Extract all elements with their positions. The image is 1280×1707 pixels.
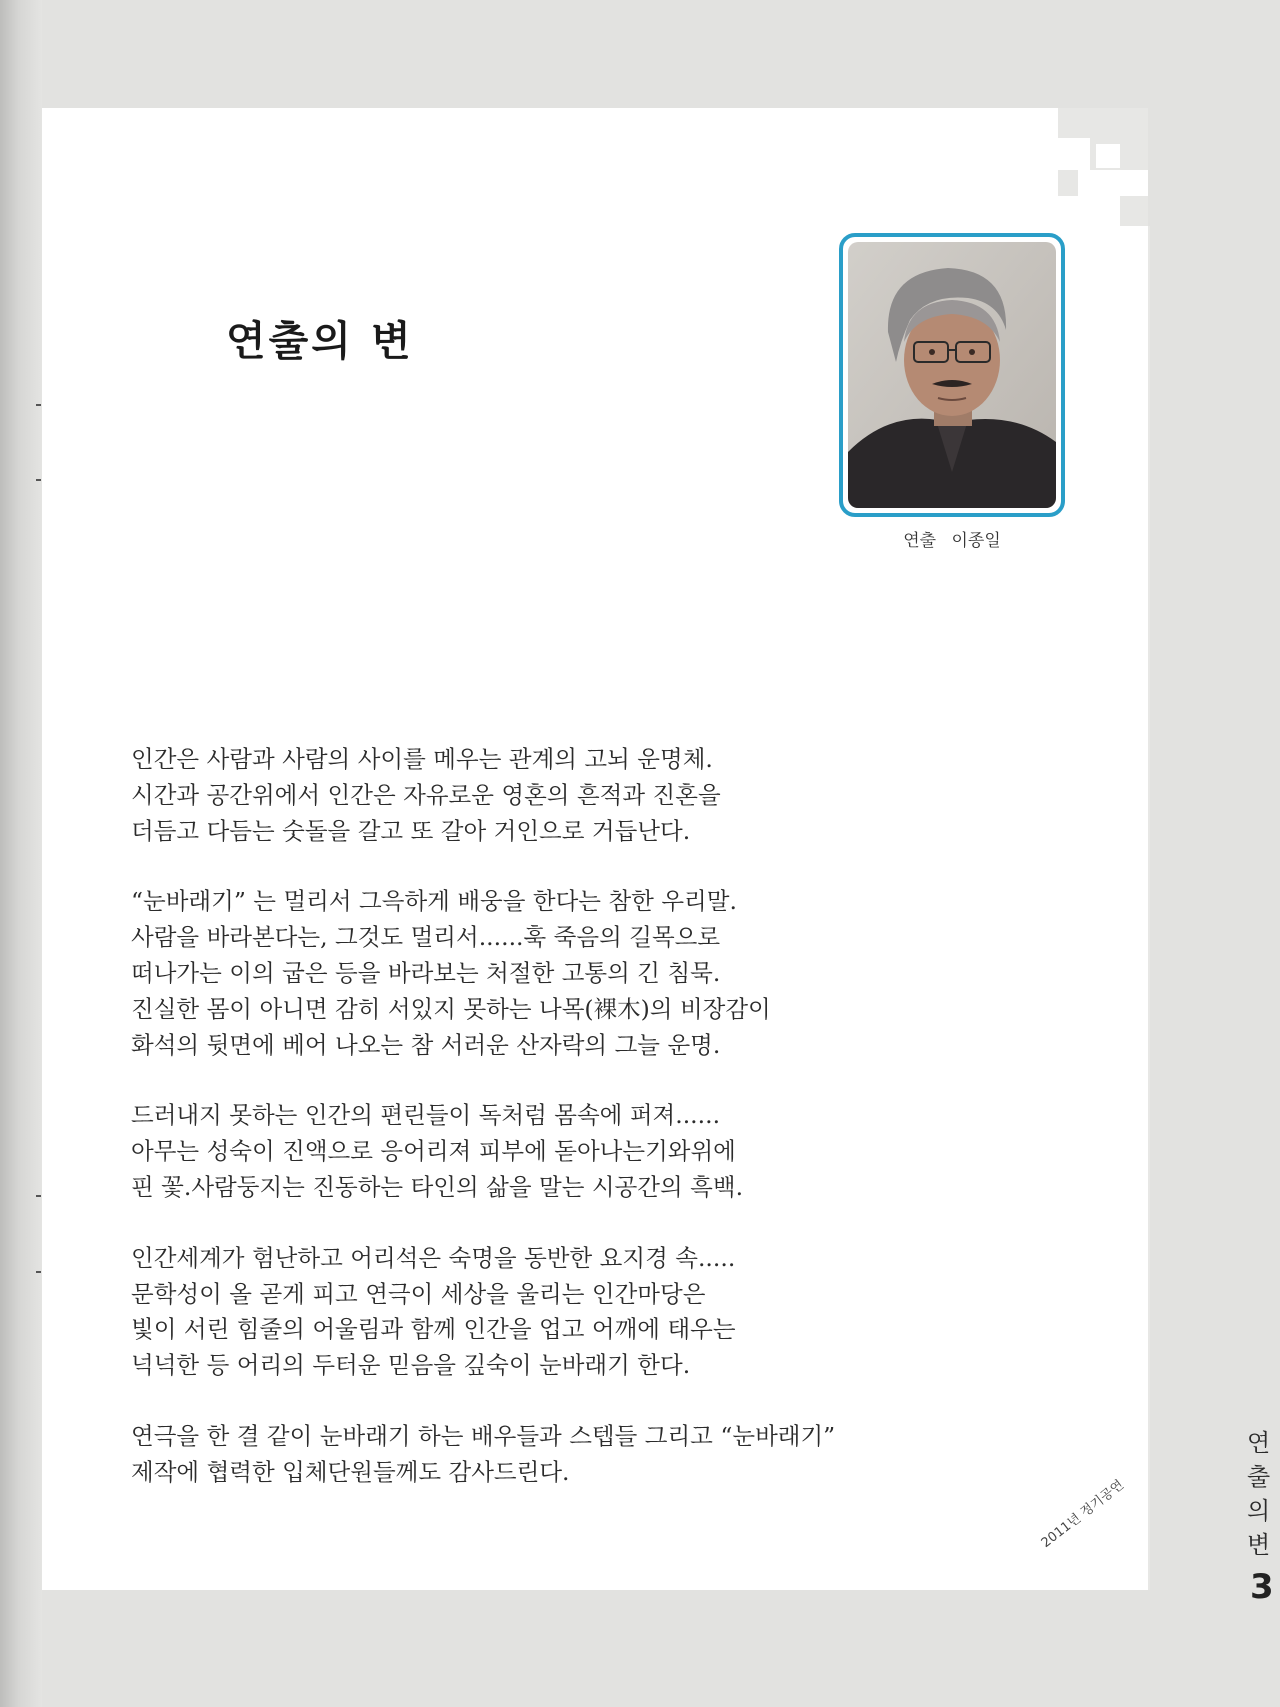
- text-line: 시간과 공간위에서 인간은 자유로운 영혼의 흔적과 진혼을: [131, 780, 721, 809]
- text-line: 문학성이 올 곧게 피고 연극이 세상을 울리는 인간마당은: [131, 1279, 706, 1308]
- side-title-char: 변: [1247, 1531, 1271, 1559]
- director-photo-frame: [839, 233, 1065, 517]
- text-line: 인간세계가 험난하고 어리석은 숙명을 동반한 요지경 속.....: [131, 1243, 736, 1272]
- paragraph: [131, 1241, 891, 1384]
- text-line: 화석의 뒷면에 베어 나오는 참 서러운 산자락의 그늘 운명.: [131, 1030, 721, 1059]
- binding-mark: [36, 404, 41, 406]
- binding-mark: [36, 1195, 41, 1197]
- text-line: 핀 꽃.사람둥지는 진동하는 타인의 삶을 말는 시공간의 흑백.: [131, 1172, 744, 1201]
- side-title-char: 출: [1247, 1463, 1271, 1491]
- text-line: 연극을 한 결 같이 눈바래기 하는 배우들과 스텝들 그리고 “눈바래기”: [131, 1421, 836, 1450]
- book-spine-shadow: [0, 0, 42, 1707]
- side-section-title: [1247, 1426, 1270, 1562]
- text-line: 인간은 사람과 사람의 사이를 메우는 관계의 고뇌 운명체.: [131, 745, 713, 773]
- corner-pixel-block: [1096, 144, 1120, 168]
- page-title: 연출의 변: [226, 317, 414, 365]
- panel-right-edge: [1148, 226, 1150, 1590]
- text-line: 아무는 성숙이 진액으로 응어리져 피부에 돋아나는기와위에: [131, 1137, 736, 1166]
- binding-mark: [36, 479, 41, 481]
- page-number: 3: [1250, 1567, 1274, 1607]
- text-line: 사람을 바라본다는, 그것도 멀리서......훅 죽음의 길목으로: [131, 923, 721, 952]
- paragraph: [131, 884, 891, 1063]
- corner-pixel-block: [1058, 170, 1078, 196]
- text-line: 드러내지 못하는 인간의 편린들이 독처럼 몸속에 퍼져......: [131, 1101, 721, 1130]
- corner-pixel-block: [1058, 108, 1148, 138]
- text-line: 더듬고 다듬는 숫돌을 갈고 또 갈아 거인으로 거듭난다.: [131, 816, 691, 845]
- corner-pixel-block: [1120, 196, 1148, 226]
- paragraph: [131, 1098, 891, 1205]
- performance-tag: 2011년 정기공연: [1038, 1477, 1127, 1551]
- text-line: 떠나가는 이의 굽은 등을 바라보는 처절한 고통의 긴 침묵.: [131, 958, 721, 987]
- body-text: [131, 742, 891, 1526]
- text-line: 제작에 협력한 입체단원들께도 감사드린다.: [131, 1457, 570, 1486]
- director-caption: 연출 이종일: [903, 531, 1001, 551]
- paragraph: [131, 742, 891, 849]
- binding-mark: [36, 1271, 41, 1273]
- text-line: 빛이 서린 힘줄의 어울림과 함께 인간을 업고 어깨에 태우는: [131, 1315, 736, 1344]
- text-line: 진실한 몸이 아니면 감히 서있지 못하는 나목(裸木)의 비장감이: [131, 994, 771, 1023]
- side-title-char: 의: [1247, 1497, 1271, 1525]
- text-line: 넉넉한 등 어리의 두터운 믿음을 깊숙이 눈바래기 한다.: [131, 1351, 691, 1380]
- director-photo: [848, 242, 1056, 508]
- text-line: “눈바래기” 는 멀리서 그윽하게 배웅을 한다는 참한 우리말.: [131, 887, 737, 916]
- side-title-char: 연: [1247, 1429, 1271, 1457]
- paragraph: [131, 1419, 891, 1491]
